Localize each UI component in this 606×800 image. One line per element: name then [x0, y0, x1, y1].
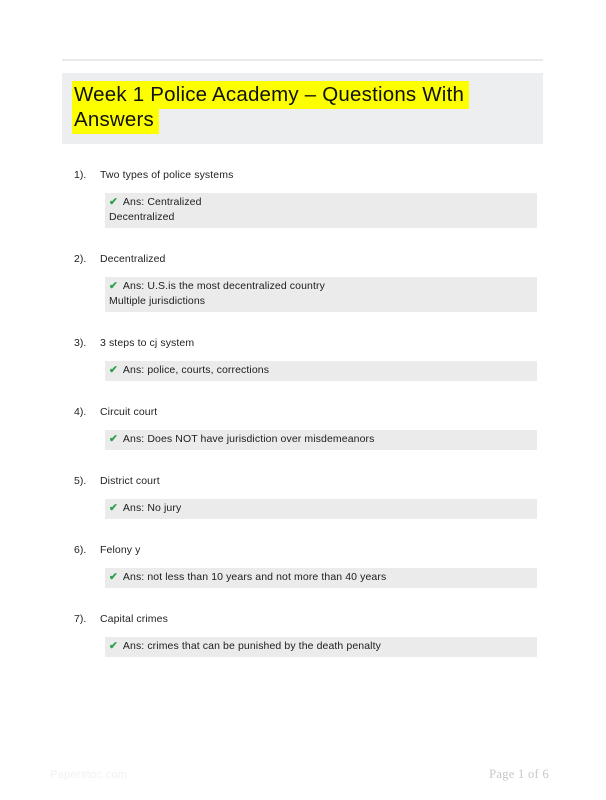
title-box	[62, 73, 543, 144]
answer-text: Ans: U.S.is the most decentralized country	[122, 280, 325, 292]
question-number: 7).	[74, 613, 87, 625]
answer-text: Ans: police, courts, corrections	[122, 364, 270, 376]
question-text: Circuit court	[100, 406, 158, 418]
question-row	[74, 474, 545, 488]
answer-line	[109, 432, 531, 447]
question-row	[74, 168, 545, 182]
question-number: 2).	[74, 253, 87, 265]
question-item	[74, 168, 545, 228]
question-item	[74, 405, 545, 450]
page-number: Page 1 of 6	[489, 767, 549, 781]
watermark: Paperstoc.com	[50, 769, 128, 781]
answer-box	[105, 568, 537, 588]
question-row	[74, 543, 545, 557]
question-row	[74, 336, 545, 350]
check-icon: ✔	[109, 502, 118, 514]
question-row	[74, 252, 545, 266]
answer-text: Ans: crimes that can be punished by the death penalty	[122, 640, 381, 652]
answer-box	[105, 277, 537, 312]
check-icon: ✔	[109, 196, 118, 208]
answer-line	[109, 501, 531, 516]
answer-box	[105, 361, 537, 381]
answer-line	[109, 363, 531, 378]
question-item	[74, 336, 545, 381]
question-text: Decentralized	[100, 253, 166, 265]
answer-text: Ans: not less than 10 years and not more than 40 years	[122, 571, 387, 583]
answer-line	[109, 195, 531, 210]
question-item	[74, 612, 545, 657]
question-number: 3).	[74, 337, 87, 349]
answer-line	[109, 639, 531, 654]
answer-text: Ans: No jury	[122, 502, 182, 514]
question-number: 4).	[74, 406, 87, 418]
check-icon: ✔	[109, 571, 118, 583]
check-icon: ✔	[109, 640, 118, 652]
page-title	[72, 82, 533, 132]
check-icon: ✔	[109, 433, 118, 445]
answer-box	[105, 430, 537, 450]
question-item	[74, 252, 545, 312]
question-number: 5).	[74, 475, 87, 487]
answer-text: Ans: Centralized	[122, 196, 202, 208]
question-text: Two types of police systems	[100, 169, 234, 181]
question-item	[74, 543, 545, 588]
answer-box	[105, 193, 537, 228]
question-number: 1).	[74, 169, 87, 181]
question-number: 6).	[74, 544, 87, 556]
question-text: Felony y	[100, 544, 141, 556]
check-icon: ✔	[109, 364, 118, 376]
question-item	[74, 474, 545, 519]
question-text: District court	[100, 475, 160, 487]
answer-line	[109, 279, 531, 294]
title-highlight: Week 1 Police Academy – Questions With Answers	[72, 81, 469, 134]
question-list	[74, 168, 545, 681]
answer-box	[105, 499, 537, 519]
question-row	[74, 612, 545, 626]
answer-box	[105, 637, 537, 657]
question-text: Capital crimes	[100, 613, 168, 625]
answer-text: Ans: Does NOT have jurisdiction over misdemeanors	[122, 433, 375, 445]
top-divider	[62, 59, 543, 61]
check-icon: ✔	[109, 280, 118, 292]
answer-line	[109, 570, 531, 585]
question-row	[74, 405, 545, 419]
question-text: 3 steps to cj system	[100, 337, 195, 349]
answer-line: Multiple jurisdictions	[109, 295, 206, 307]
answer-line: Decentralized	[109, 211, 175, 223]
